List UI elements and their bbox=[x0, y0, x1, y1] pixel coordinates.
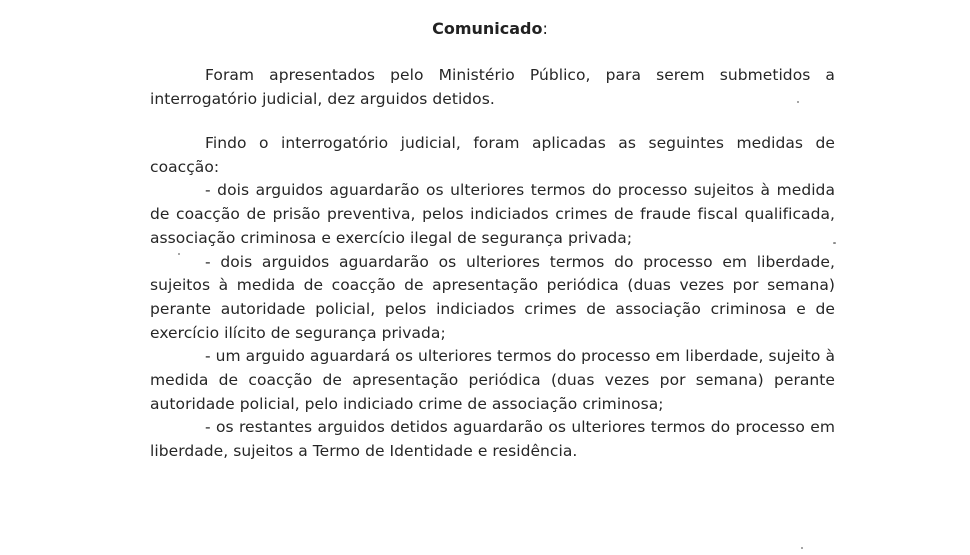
measures-intro: Findo o interrogatório judicial, foram aplicadas as seguintes medidas de coacção: bbox=[150, 134, 835, 176]
scan-speck bbox=[178, 253, 180, 255]
title-colon: : bbox=[542, 19, 548, 38]
title-text: Comunicado bbox=[432, 19, 543, 38]
scan-speck bbox=[833, 242, 836, 244]
document-title bbox=[0, 19, 970, 38]
scan-speck bbox=[797, 101, 799, 103]
measure-item: - um arguido aguardará os ulteriores termos do processo em liberdade, sujeito à medida de coacção de apresentação periódica (duas vezes por semana) perante autoridade policial, pelo indiciado crime de associação criminosa; bbox=[150, 347, 835, 413]
measure-item: - dois arguidos aguardarão os ulteriores termos do processo em liberdade, sujeitos à medida de coacção de apresentação periódica (duas vezes por semana) perante autoridade policial, pelos indiciados crimes de associação criminosa e de exercício ilícito de segurança privada; bbox=[150, 252, 835, 342]
measure-item: - os restantes arguidos detidos aguardarão os ulteriores termos do processo em liberdade, sujeitos a Termo de Identidade e residência. bbox=[150, 418, 835, 461]
paragraph-presentation: Foram apresentados pelo Ministério Público, para serem submetidos a interrogatório judicial, dez arguidos detidos. bbox=[150, 66, 835, 108]
paragraph-measures bbox=[150, 132, 835, 464]
scan-speck bbox=[801, 547, 803, 549]
measure-item: - dois arguidos aguardarão os ulteriores termos do processo sujeitos à medida de coacção de prisão preventiva, pelos indiciados crimes de fraude fiscal qualificada, associação criminosa e exercício ilegal de segurança privada; bbox=[150, 181, 835, 247]
